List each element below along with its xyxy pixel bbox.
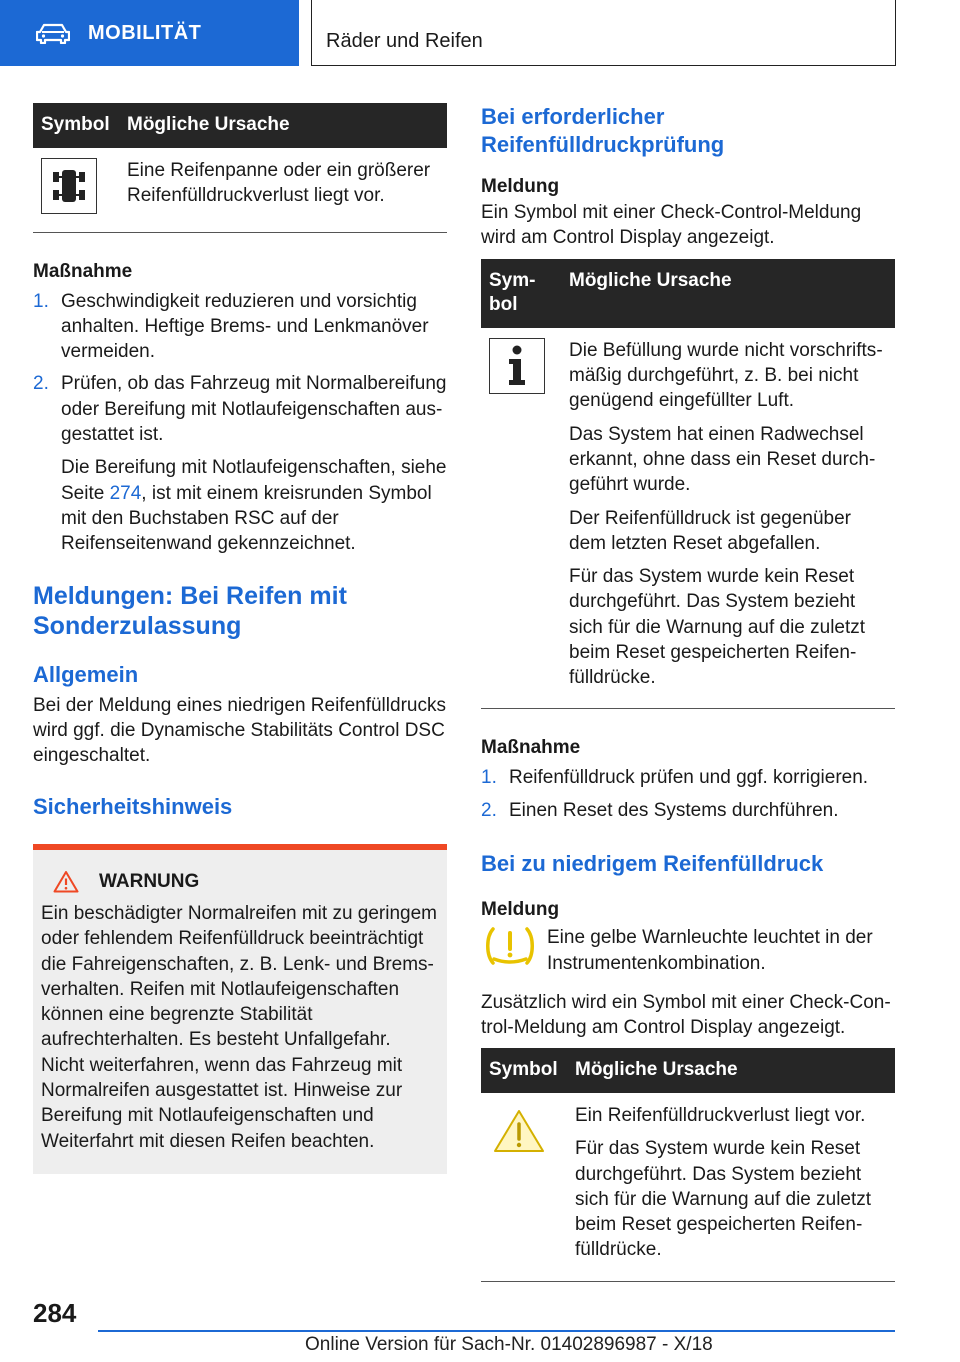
tire-pressure-car-icon (41, 158, 97, 214)
heading-low-pressure: Bei zu niedrigem Reifenfülldruck (481, 850, 824, 876)
symbol-table-2 (481, 259, 895, 710)
step-note: Die Bereifung mit Notlaufeigenschaften, siehe Seite 274, ist mit einem kreisrunden Symbol mit den Buchstaben RSC auf der Reifenseitenwand gekennzeichnet. (61, 457, 447, 555)
heading-safety: Sicherheitshinweis (33, 793, 233, 819)
list-item: 2. Einen Reset des Systems durchführen. (481, 799, 839, 821)
measure-label: Maßnahme (33, 260, 133, 282)
footer-text: Online Version für Sach-Nr. 01402896987 - X/18 (305, 1334, 713, 1355)
list-item: 1. Geschwindigkeit reduzieren und vorsichtig anhalten. Heftige Brems- und Lenkmanöver vermeiden. (33, 290, 429, 363)
page-number: 284 (33, 1298, 77, 1328)
table-header-symbol: Symbol (33, 103, 119, 148)
heading-general: Allgemein (33, 662, 139, 688)
table-row (33, 148, 447, 233)
general-text: Bei der Meldung eines niedrigen Reifenfülldrucks wird ggf. die Dynamische Stabilitäts Control DSC eingeschaltet. (33, 694, 446, 767)
warning-triangle-icon (489, 1103, 549, 1159)
table-header-symbol: Symbol (481, 1048, 567, 1093)
footer-divider (98, 1330, 895, 1332)
table-cell-cause: Eine Reifenpanne oder ein größerer Reifenfülldruckverlust liegt vor. (119, 148, 447, 233)
table-header-cause: Mögliche Ursache (561, 259, 895, 328)
measure-list (33, 289, 447, 557)
warning-triangle-icon (53, 870, 79, 893)
heading-special-tires: Meldungen: Bei Reifen mit Sonderzulassung (33, 582, 347, 641)
warning-title: WARNUNG (99, 870, 200, 892)
heading-pressure-check: Bei erforderlicher Reifenfülldruckprüfung (481, 104, 725, 157)
left-column (33, 103, 447, 1174)
table-row (481, 328, 895, 709)
chapter-title: Räder und Reifen (311, 0, 896, 66)
list-item: 2. Prüfen, ob das Fahrzeug mit Normalbereifung oder Bereifung mit Notlaufeigenschaften ausgestattet ist. Die Bereifung mit Notlaufeigenschaften, siehe Seite 274, ist mit einem kreisrunden Symbol mit den Buchstaben RSC auf der Reifenseitenwand gekennzeichnet. (33, 371, 447, 556)
measure-label: Maßnahme (481, 737, 581, 759)
table-header-cause: Mögliche Ursache (119, 103, 447, 148)
message-label: Meldung (481, 176, 560, 197)
warning-box (33, 844, 447, 1174)
lamp-text: Eine gelbe Warnleuchte leuchtet in der Instrumentenkombination. (547, 927, 873, 974)
warning-lamp-row (481, 925, 895, 976)
list-item: 1. Reifenfülldruck prüfen und ggf. korrigieren. (481, 767, 869, 789)
warning-text: Ein beschädigter Normalreifen mit zu geringem oder fehlendem Reifenfülldruck beeinträchtigt die Fahreigenschaften, z. B. Lenk- und Bremsverhalten. Reifen mit Notlaufeigenschaften können eine begrenzte Stabilität aufrechterhalten. Es besteht Unfallgefahr. Nicht weiterfahren, wenn das Fahrzeug mit Normalreifen ausgestattet ist. Hinweise zur Bereifung mit Notlaufeigenschaften und Weiterfahrt mit diesen Reifen beachten. (41, 903, 438, 1152)
right-column (481, 103, 895, 1282)
section-title: MOBILITÄT (88, 21, 202, 44)
symbol-table-1 (33, 103, 447, 233)
section-tab (0, 0, 299, 66)
table-row (481, 1093, 895, 1281)
page-link[interactable]: 274 (109, 482, 142, 504)
car-icon (36, 22, 70, 44)
table-cell-cause: Die Befüllung wurde nicht vorschriftsmäßig durchgeführt, z. B. bei nicht genügend eingefüllter Luft. Das System hat einen Radwechsel erkannt, ohne dass ein Reset durchgeführt wurde. Der Reifenfülldruck ist gegenüber dem letzten Reset abgefallen. Für das System wurde kein Reset durchgeführt. Das System bezieht sich für die Warnung auf die zuletzt beim Reset gespeicherten Reifenfülldrücke. (561, 328, 895, 709)
info-icon (489, 338, 545, 394)
message-text: Ein Symbol mit einer Check-Control-Meldung wird am Control Display angezeigt. (481, 202, 862, 249)
symbol-table-3 (481, 1048, 895, 1281)
tire-pressure-warning-lamp-icon (481, 925, 539, 969)
measure-list (481, 765, 895, 823)
table-cell-cause: Ein Reifenfülldruckverlust liegt vor. Für das System wurde kein Reset durchgeführt. Das System bezieht sich für die Warnung auf die zuletzt beim Reset gespeicherten Reifenfülldrücke. (567, 1093, 895, 1281)
message-text: Zusätzlich wird ein Symbol mit einer Check-Control-Meldung am Control Display angezeigt. (481, 991, 891, 1039)
table-header-symbol: Symbol (481, 259, 561, 328)
table-header-cause: Mögliche Ursache (567, 1048, 895, 1093)
message-label: Meldung (481, 899, 560, 921)
